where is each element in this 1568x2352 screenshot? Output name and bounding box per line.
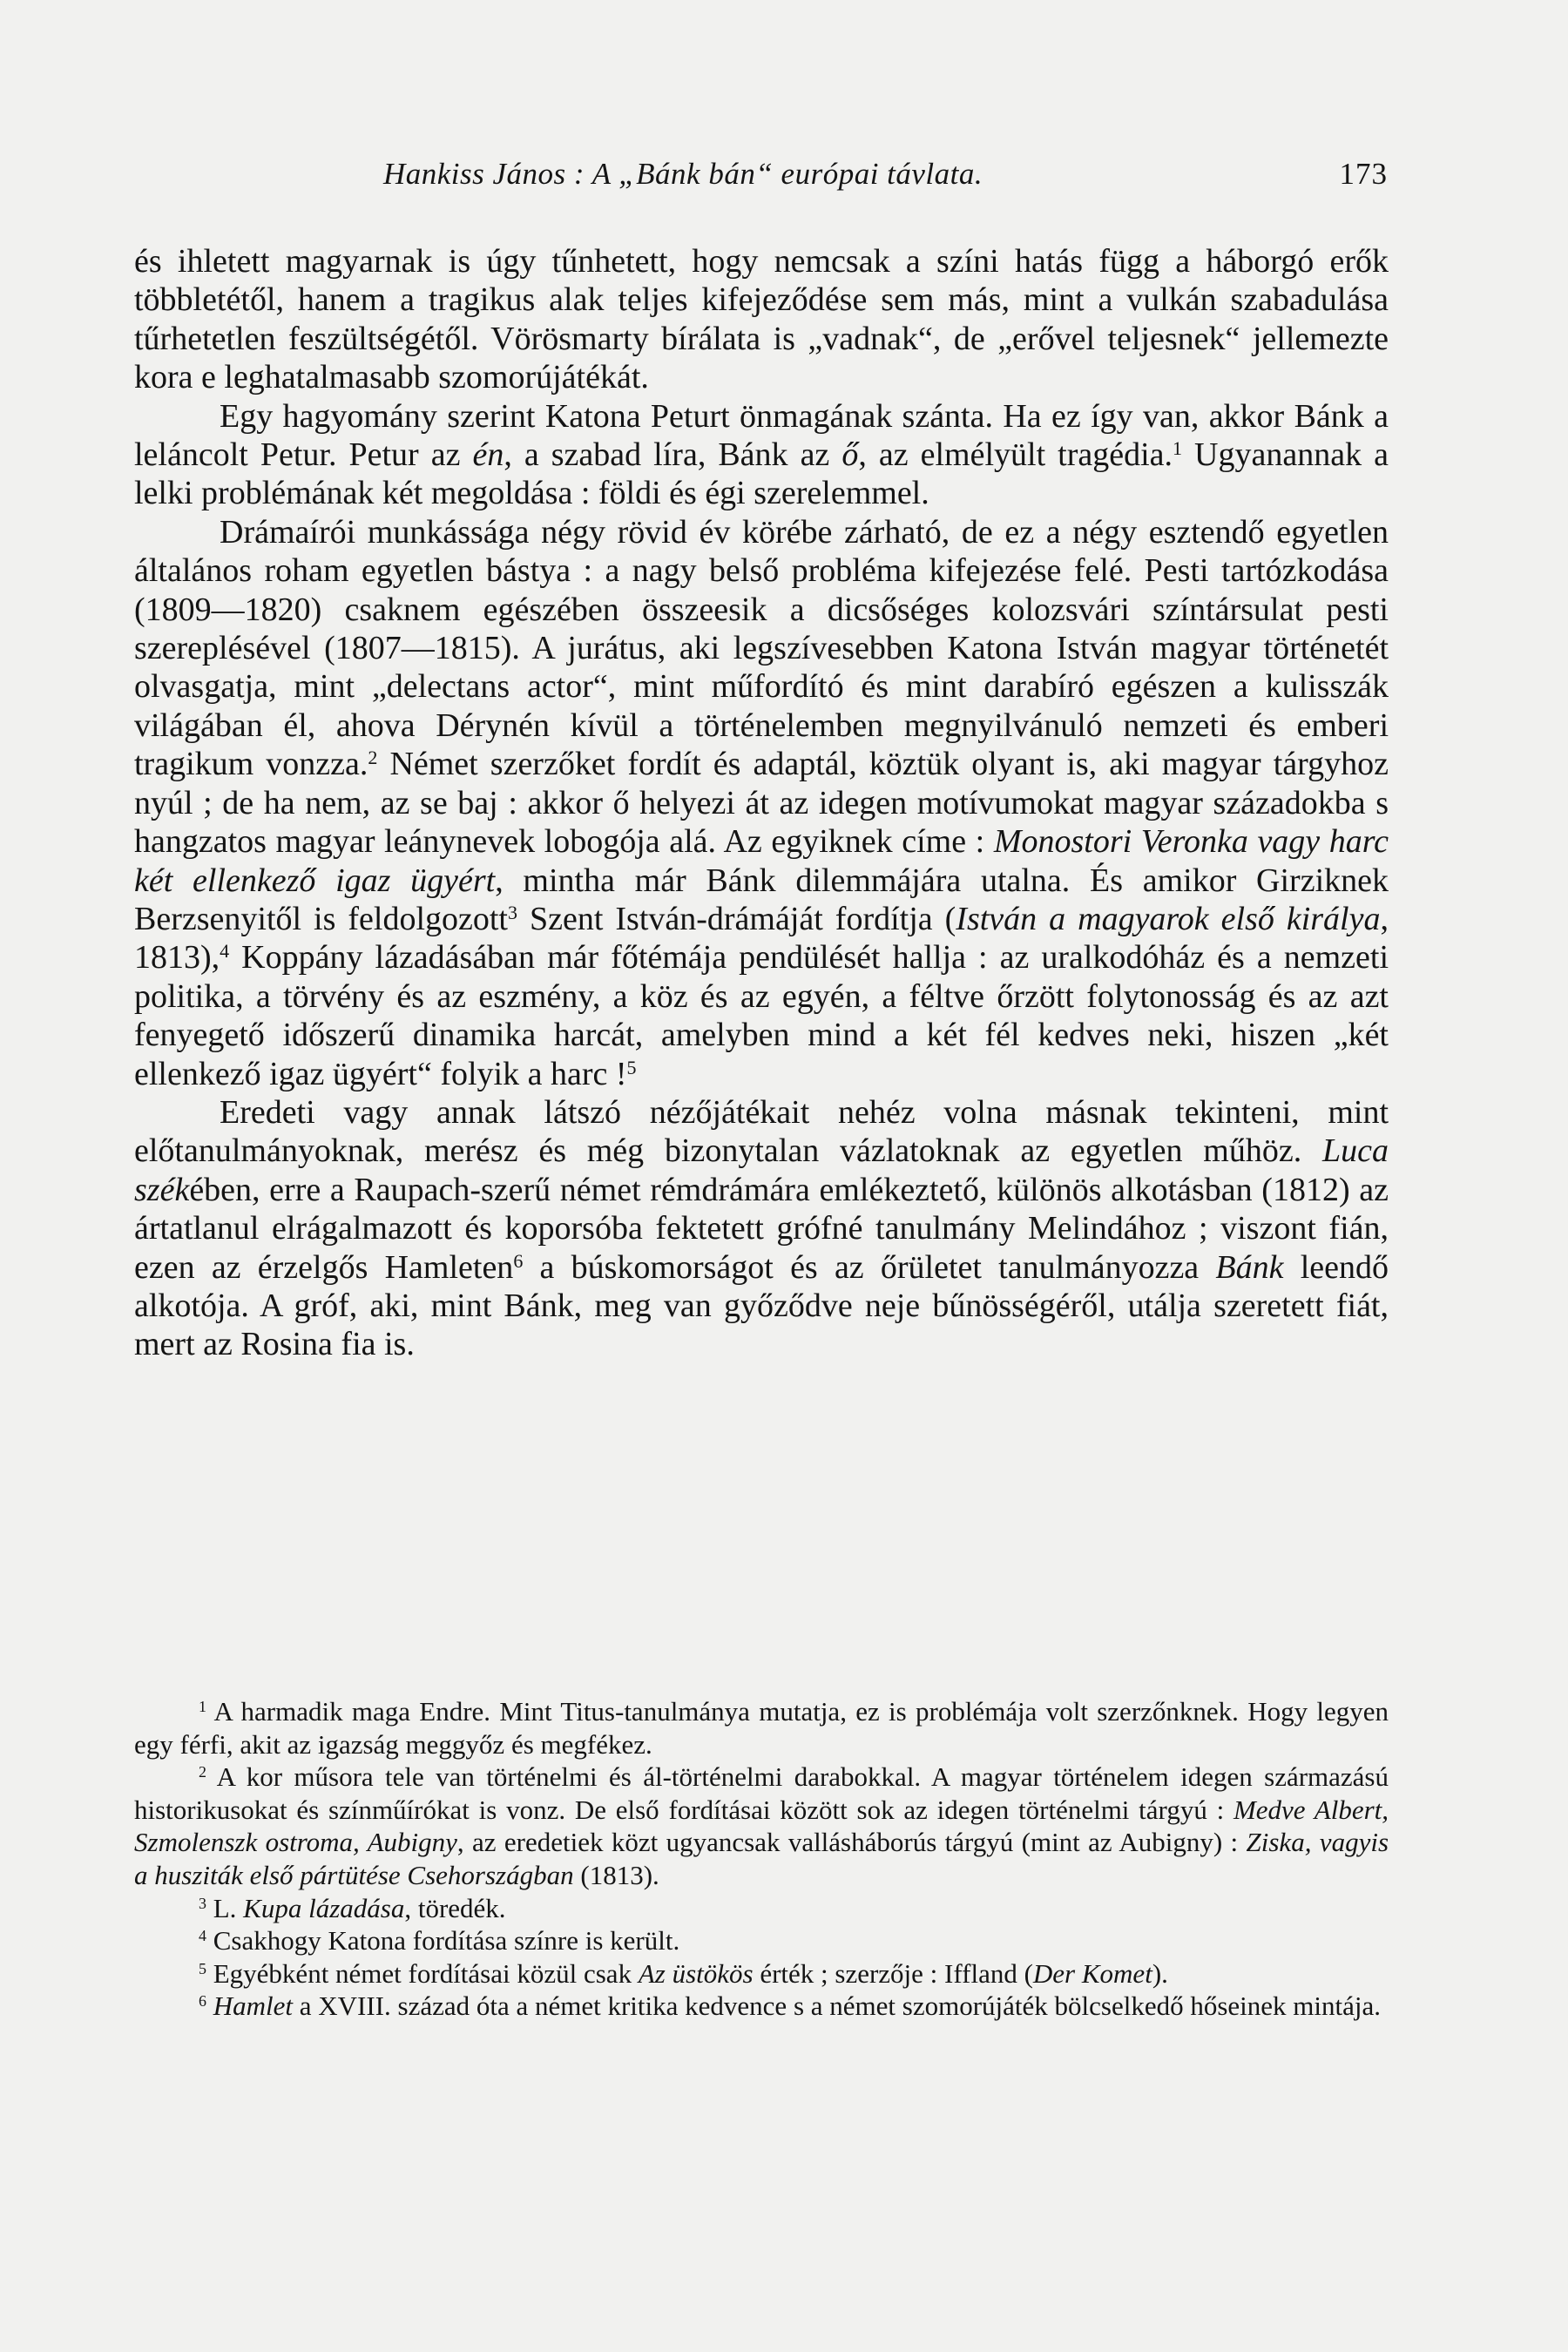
running-title: Hankiss János : A „Bánk bán“ európai távlata.: [383, 157, 983, 191]
paragraph-text: , az elmélyült tragédia.: [858, 436, 1173, 474]
italic-text: Der Komet: [1032, 1957, 1152, 1989]
footnote-text: a XVIII. század óta a német kritika kedvence s a német szomorújáték bölcselkedő hőseinek mintája.: [293, 1990, 1381, 2022]
footnote-number: 2: [199, 1763, 206, 1781]
italic-text: ő: [841, 436, 859, 474]
footnote-text: A harmadik maga Endre. Mint Titus-tanulmánya mutatja, ez is problémája volt szerzőnknek. Hogy legyen egy férfi, akit az igazság meggyőz és megfékez.: [134, 1696, 1389, 1760]
footnote-number: 4: [199, 1927, 206, 1945]
footnote-text: [206, 1990, 213, 2021]
italic-text: Kupa lázadása: [243, 1892, 405, 1923]
footnote-text: L.: [206, 1892, 244, 1923]
paragraph-text: Német szerzőket fordít és adaptál, köztük olyant is, aki magyar tárgyhoz nyúl ; de ha nem, az se baj : akkor ő helyezi át az idegen motívumokat magyar századokba s hangzatos magyar leánynevek lobogója alá. Az egyiknek címe :: [134, 746, 1389, 861]
footnote-text: (1813).: [573, 1859, 659, 1890]
paragraph-text: leendő alkotója. A gróf, aki, mint Bánk, meg van győződve neje bűnösségéről, utálja szeretett fiát, mert az Rosina fia is.: [134, 1248, 1389, 1363]
footnote-ref-5: 5: [626, 1056, 637, 1078]
footnote-text: , az eredetiek közt ugyancsak vallásháborús tárgyú (mint az Aubigny) :: [456, 1827, 1247, 1858]
footnote-text: érték ; szerzője : Iffland (: [753, 1957, 1033, 1989]
page-number: 173: [1339, 157, 1388, 191]
footnote-3: [134, 1892, 1389, 1925]
footnote-number: 1: [199, 1698, 206, 1716]
paragraph-1: [134, 242, 1389, 397]
footnote-ref-1: 1: [1173, 436, 1183, 459]
paragraph-text: Koppány lázadásában már főtémája pendülését hallja : az uralkodóház és a nemzeti politika, a törvény és az eszmény, a köz és az egyén, a féltve őrzött folytonosság és az azt fenyegető időszerű dinamika harcát, amelyben mind a két fél kedves neki, hiszen „két ellenkező igaz ügyért“ folyik a harc !: [134, 939, 1389, 1092]
running-head: [131, 157, 1388, 209]
footnote-number: 6: [199, 1992, 206, 2011]
italic-text: Az üstökös: [638, 1957, 754, 1989]
footnote-6: [134, 1990, 1389, 2023]
footnote-ref-3: 3: [507, 901, 517, 923]
footnote-text: Csakhogy Katona fordítása színre is került.: [206, 1925, 680, 1957]
paragraph-text: , a szabad líra, Bánk az: [504, 436, 842, 474]
paragraph-text: , 1813),: [134, 900, 1389, 977]
footnote-1: [134, 1695, 1389, 1761]
paragraph-text: és ihletett magyarnak is úgy tűnhetett, hogy nemcsak a színi hatás függ a háborgó erők többletétől, hanem a tragikus alak teljes kifejeződése sem más, mint a vulkán szabadulása tűrhetetlen feszültségétől. Vörösmarty bírálata is „vadnak“, de „erővel teljesnek“ jellemezte kora e leghatalmasabb szomorújátékát.: [134, 243, 1389, 396]
paragraph-text: Egy hagyomány szerint Katona Peturt önmagának szánta. Ha ez így van, akkor Bánk a leláncolt Petur. Petur az: [134, 397, 1389, 474]
italic-text: Ziska, vagyis a husziták első pártütése Csehországban: [134, 1827, 1389, 1890]
italic-text: Luca szék: [134, 1132, 1389, 1208]
footnote-text: Egyébként német fordításai közül csak: [206, 1957, 639, 1989]
footnote-ref-6: 6: [513, 1249, 524, 1272]
paragraph-text: Szent István-drámáját fordítja (: [517, 900, 956, 937]
italic-text: Monostori Veronka vagy harc két ellenkező igaz ügyért: [134, 823, 1389, 899]
footnote-text: , töredék.: [404, 1892, 506, 1923]
italic-text: Hamlet: [213, 1990, 293, 2022]
footnotes: [134, 1695, 1389, 2023]
italic-text: István a magyarok első királya: [956, 900, 1381, 937]
paragraph-text: ében, erre a Raupach-szerű német rémdrámára emlékeztető, különös alkotásban (1812) az ártatlanul elrágalmazott és koporsóba fektetett grófné tanulmány Melindához ; viszont fián, ezen az érzelgős Hamleten: [134, 1171, 1389, 1286]
paragraph-text: a búskomorságot és az őrületet tanulmányozza: [523, 1248, 1216, 1286]
footnote-number: 3: [199, 1894, 206, 1912]
paragraph-text: Ugyanannak a lelki problémának két megoldása : földi és égi szerelemmel.: [134, 436, 1389, 512]
footnote-number: 5: [199, 1959, 206, 1977]
footnote-ref-4: 4: [220, 940, 230, 963]
footnote-text: ).: [1152, 1957, 1168, 1989]
paragraph-text: , mintha már Bánk dilemmájára utalna. És amikor Girziknek Berzsenyitől is feldolgozott: [134, 862, 1389, 937]
footnote-ref-2: 2: [368, 747, 378, 769]
footnote-text: A kor műsora tele van történelmi és ál-történelmi darabokkal. A magyar történelem idegen származású historikusokat és színműírókat is vonz. De első fordításai között sok az idegen történelmi tárgyú :: [134, 1761, 1389, 1825]
paragraph-4: [134, 1093, 1389, 1364]
italic-text: Bánk: [1215, 1248, 1284, 1286]
paragraph-text: Drámaírói munkássága négy rövid év körébe zárható, de ez a négy esztendő egyetlen általános roham egyetlen bástya : a nagy belső probléma kifejezése felé. Pesti tartózkodása (1809—1820) csaknem egészében összeesik a dicsőséges kolozsvári színtársulat pesti szereplésével (1807—1815). A jurátus, aki legszívesebben Katona István magyar történetét olvasgatja, mint „delectans actor“, mint műfordító és mint darabíró egészen a kulisszák világában él, ahova Dérynén kívül a történelemben megnyilvánuló nemzeti és emberi tragikum vonzza.: [134, 513, 1389, 783]
paragraph-text: Eredeti vagy annak látszó nézőjátékait nehéz volna másnak tekinteni, mint előtanulmányoknak, merész és még bizonytalan vázlatoknak az egyetlen műhöz.: [134, 1093, 1389, 1170]
footnote-2: [134, 1761, 1389, 1891]
italic-text: én: [472, 436, 504, 474]
italic-text: Medve Albert, Szmolenszk ostroma, Aubigny: [134, 1794, 1389, 1858]
footnote-4: [134, 1924, 1389, 1957]
paragraph-2: [134, 397, 1389, 513]
paragraph-3: [134, 513, 1389, 1093]
body-text: [134, 242, 1389, 1364]
footnote-5: [134, 1957, 1389, 1990]
